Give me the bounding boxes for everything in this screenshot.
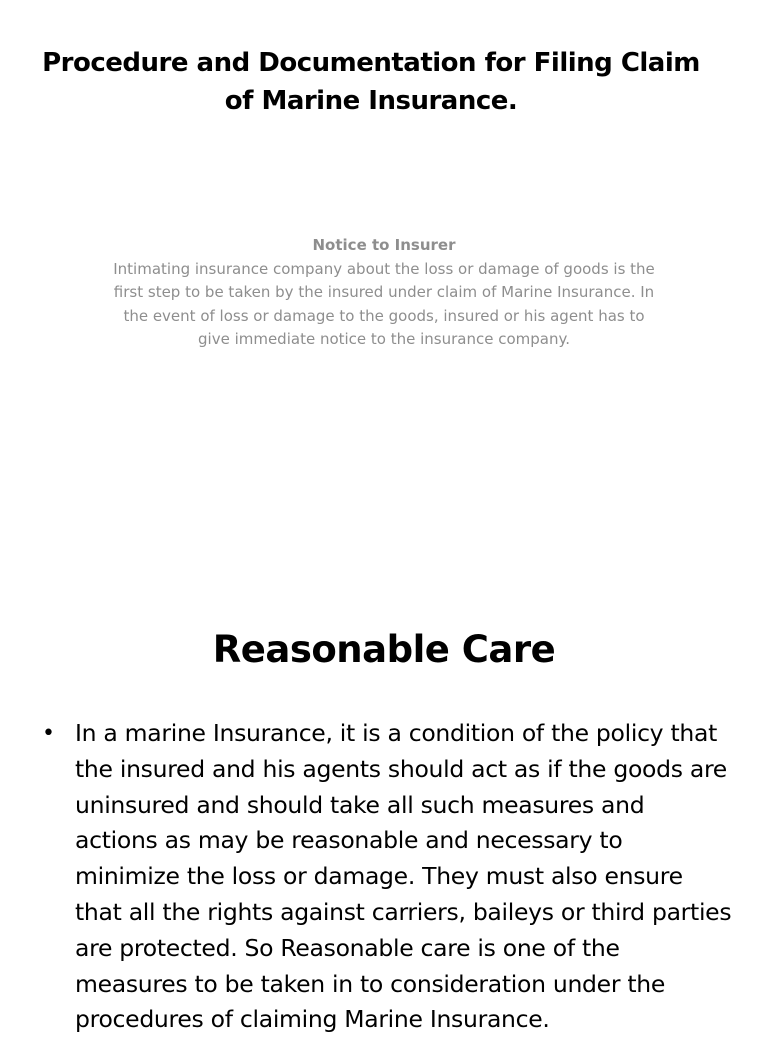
notice-section — [110, 234, 658, 352]
notice-heading: Notice to Insurer — [312, 236, 456, 254]
slide-title: Procedure and Documentation for Filing Claim of Marine Insurance. — [42, 48, 700, 116]
notice-body: Intimating insurance company about the loss or damage of goods is the first step to be taken by the insured under claim of Marine Insurance. In the event of loss or damage to the goods, insured or his agent has to give immediate notice to the insurance company. — [113, 259, 655, 348]
bullet-list — [42, 716, 732, 1038]
bullet-item — [42, 716, 732, 1038]
bullet-text: In a marine Insurance, it is a condition of the policy that the insured and his agents should act as if the goods are uninsured and should take all such measures and actions as may be reasonable and necessary to minimize the loss or damage. They must also ensure that all the rights against carriers, baileys or third parties are protected. So Reasonable care is one of the measures to be taken in to consideration under the procedures of claiming Marine Insurance. — [75, 719, 732, 1034]
bullet-dot-icon: • — [42, 721, 55, 746]
section-heading: Reasonable Care — [212, 628, 556, 671]
